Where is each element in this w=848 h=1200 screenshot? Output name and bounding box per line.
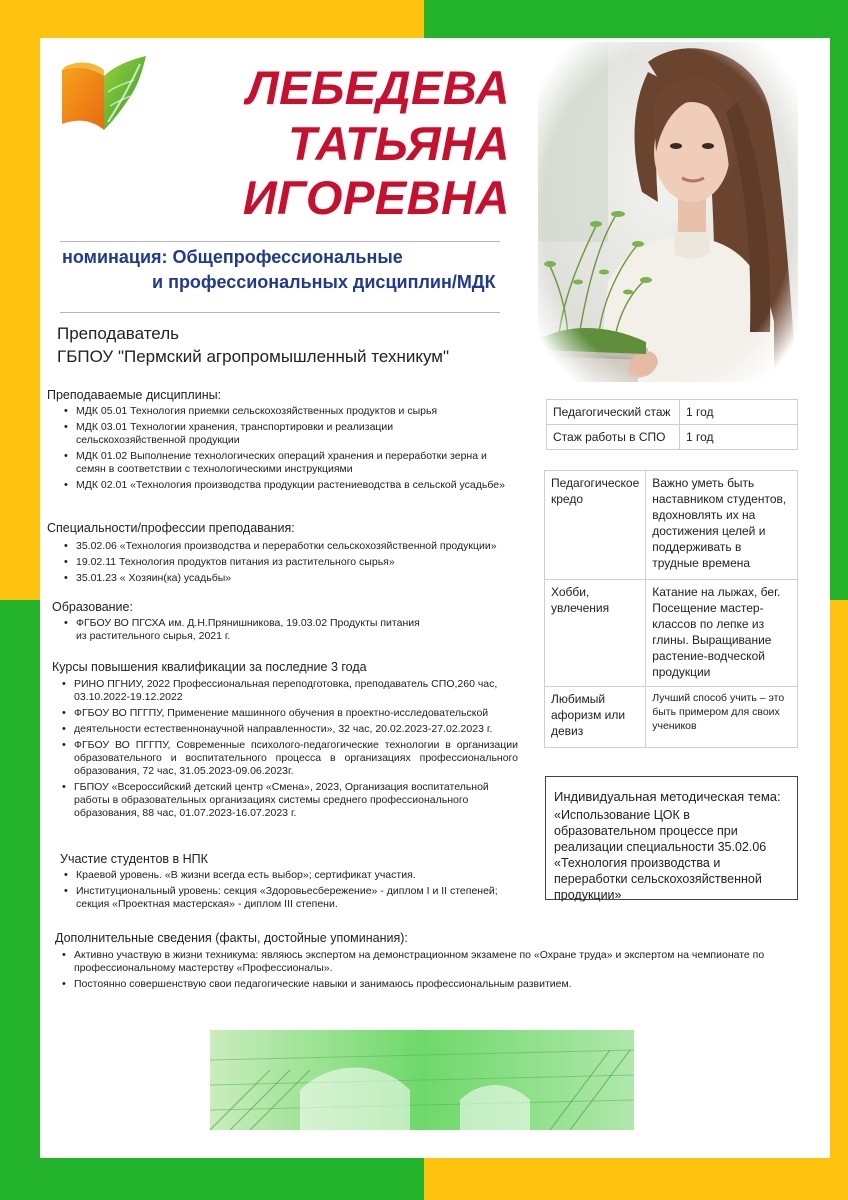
table-row xyxy=(547,400,798,425)
list-item: • МДК 02.01 «Технология производства продукции растениеводства в сельской усадьбе» xyxy=(62,479,512,492)
personal-label: Любимый афоризм или девиз xyxy=(545,687,646,748)
list-item: • Постоянно совершенствую свои педагогические навыки и занимаюсь профессиональным развитием. xyxy=(60,978,770,991)
additional-title: Дополнительные сведения (факты, достойные упоминания): xyxy=(55,931,408,945)
method-topic-text: «Использование ЦОК в образовательном процессе при реализации специальности 35.02.06 «Технология производства и переработки сельскохозяйственной продукции» xyxy=(554,808,767,902)
personal-label: Хобби, увлечения xyxy=(545,580,646,687)
list-item: • деятельности естественнонаучной направленности», 32 час, 20.02.2023-27.02.2023 г. xyxy=(60,723,518,736)
personal-value: Катание на лыжах, бег. Посещение мастер-классов по лепке из глины. Выращивание растение-водческой продукции xyxy=(646,580,798,687)
list-item: • РИНО ПГНИУ, 2022 Профессиональная переподготовка, преподаватель СПО,260 час, 03.10.2022-19.12.2022 xyxy=(60,678,504,704)
specialties-title: Специальности/профессии преподавания: xyxy=(47,521,295,535)
list-item: • ФГБОУ ВО ПГСХА им. Д.Н.Прянишникова, 19.03.02 Продукты питания из растительного сырья, 2021 г. xyxy=(62,617,432,643)
specialties-list xyxy=(62,540,522,588)
divider-top xyxy=(60,241,500,242)
method-topic-title: Индивидуальная методическая тема: xyxy=(554,789,781,804)
courses-list xyxy=(60,678,518,823)
list-item: • ГБПОУ «Всероссийский детский центр «Смена», 2023, Организация воспитательной работы в образовательных организациях системы среднего профессионального образования, 88 час, 01.07.2023-16.07.2023 г. xyxy=(60,781,504,820)
table-row xyxy=(545,580,798,687)
name-patronymic: ИГОРЕВНА xyxy=(242,171,510,224)
experience-value: 1 год xyxy=(680,400,798,425)
list-item: • Институциональный уровень: секция «Здоровьесбережение» - диплом I и II степеней; секция «Проектная мастерская» - диплом III степени. xyxy=(62,885,520,911)
list-item: • МДК 05.01 Технология приемки сельскохозяйственных продуктов и сырья xyxy=(62,405,512,418)
courses-title: Курсы повышения квалификации за последние 3 года xyxy=(52,660,367,674)
nomination-line-1: номинация: Общепрофессиональные xyxy=(62,247,403,267)
table-row xyxy=(545,687,798,748)
list-item: • 35.02.06 «Технология производства и переработки сельскохозяйственной продукции» xyxy=(62,540,522,553)
farm-banner-image xyxy=(210,1030,634,1130)
experience-table xyxy=(546,399,798,450)
divider-bottom xyxy=(60,312,500,313)
education-list xyxy=(62,617,432,646)
npk-title: Участие студентов в НПК xyxy=(60,852,208,866)
list-item: • МДК 01.02 Выполнение технологических операций хранения и переработки зерна и семян в соответствии с технологическими инструкциями xyxy=(62,450,506,476)
book-leaf-logo-icon xyxy=(58,56,150,136)
name-surname: ЛЕБЕДЕВА xyxy=(246,61,510,114)
personal-label: Педагогическое кредо xyxy=(545,471,646,580)
experience-value: 1 год xyxy=(680,425,798,450)
institution-name: ГБПОУ "Пермский агропромышленный техникум" xyxy=(57,347,449,366)
list-item: • 35.01.23 « Хозяин(ка) усадьбы» xyxy=(62,572,522,585)
list-item: • МДК 03.01 Технологии хранения, транспортировки и реализации сельскохозяйственной продукции xyxy=(62,421,396,447)
name-first: ТАТЬЯНА xyxy=(288,117,510,170)
table-row xyxy=(547,425,798,450)
personal-table xyxy=(544,470,798,748)
portrait-photo xyxy=(538,42,798,382)
list-item: • ФГБОУ ВО ПГГПУ, Современные психолого-педагогические технологии в организации образовательного и воспитательного процесса в организациях профессионального образования, 72 час, 31.05.2023-09.06.2023г. xyxy=(60,739,518,778)
position-title: Преподаватель xyxy=(57,324,179,343)
npk-list xyxy=(62,869,520,914)
method-topic-box xyxy=(545,776,798,900)
personal-value: Лучший способ учить – это быть примером для своих учеников xyxy=(646,687,798,748)
list-item: • 19.02.11 Технология продуктов питания из растительного сырья» xyxy=(62,556,522,569)
disciplines-title: Преподаваемые дисциплины: xyxy=(47,388,222,402)
education-title: Образование: xyxy=(52,600,133,614)
list-item: • ФГБОУ ВО ПГГПУ, Применение машинного обучения в проектно-исследовательской xyxy=(60,707,518,720)
list-item: • Активно участвую в жизни техникума: являюсь экспертом на демонстрационном экзамене по «Охране труда» и экспертом на чемпионате по профессиональному мастерству «Профессионалы». xyxy=(60,949,770,975)
list-item: • Краевой уровень. «В жизни всегда есть выбор»; сертификат участия. xyxy=(62,869,520,882)
disciplines-list xyxy=(62,405,512,495)
experience-label: Педагогический стаж xyxy=(547,400,680,425)
table-row xyxy=(545,471,798,580)
nomination-line-2: и профессиональных дисциплин/МДК xyxy=(152,272,496,292)
personal-value: Важно уметь быть наставником студентов, вдохновлять их на достижения целей и поддерживать в трудные времена xyxy=(646,471,798,580)
experience-label: Стаж работы в СПО xyxy=(547,425,680,450)
additional-list xyxy=(60,949,770,994)
